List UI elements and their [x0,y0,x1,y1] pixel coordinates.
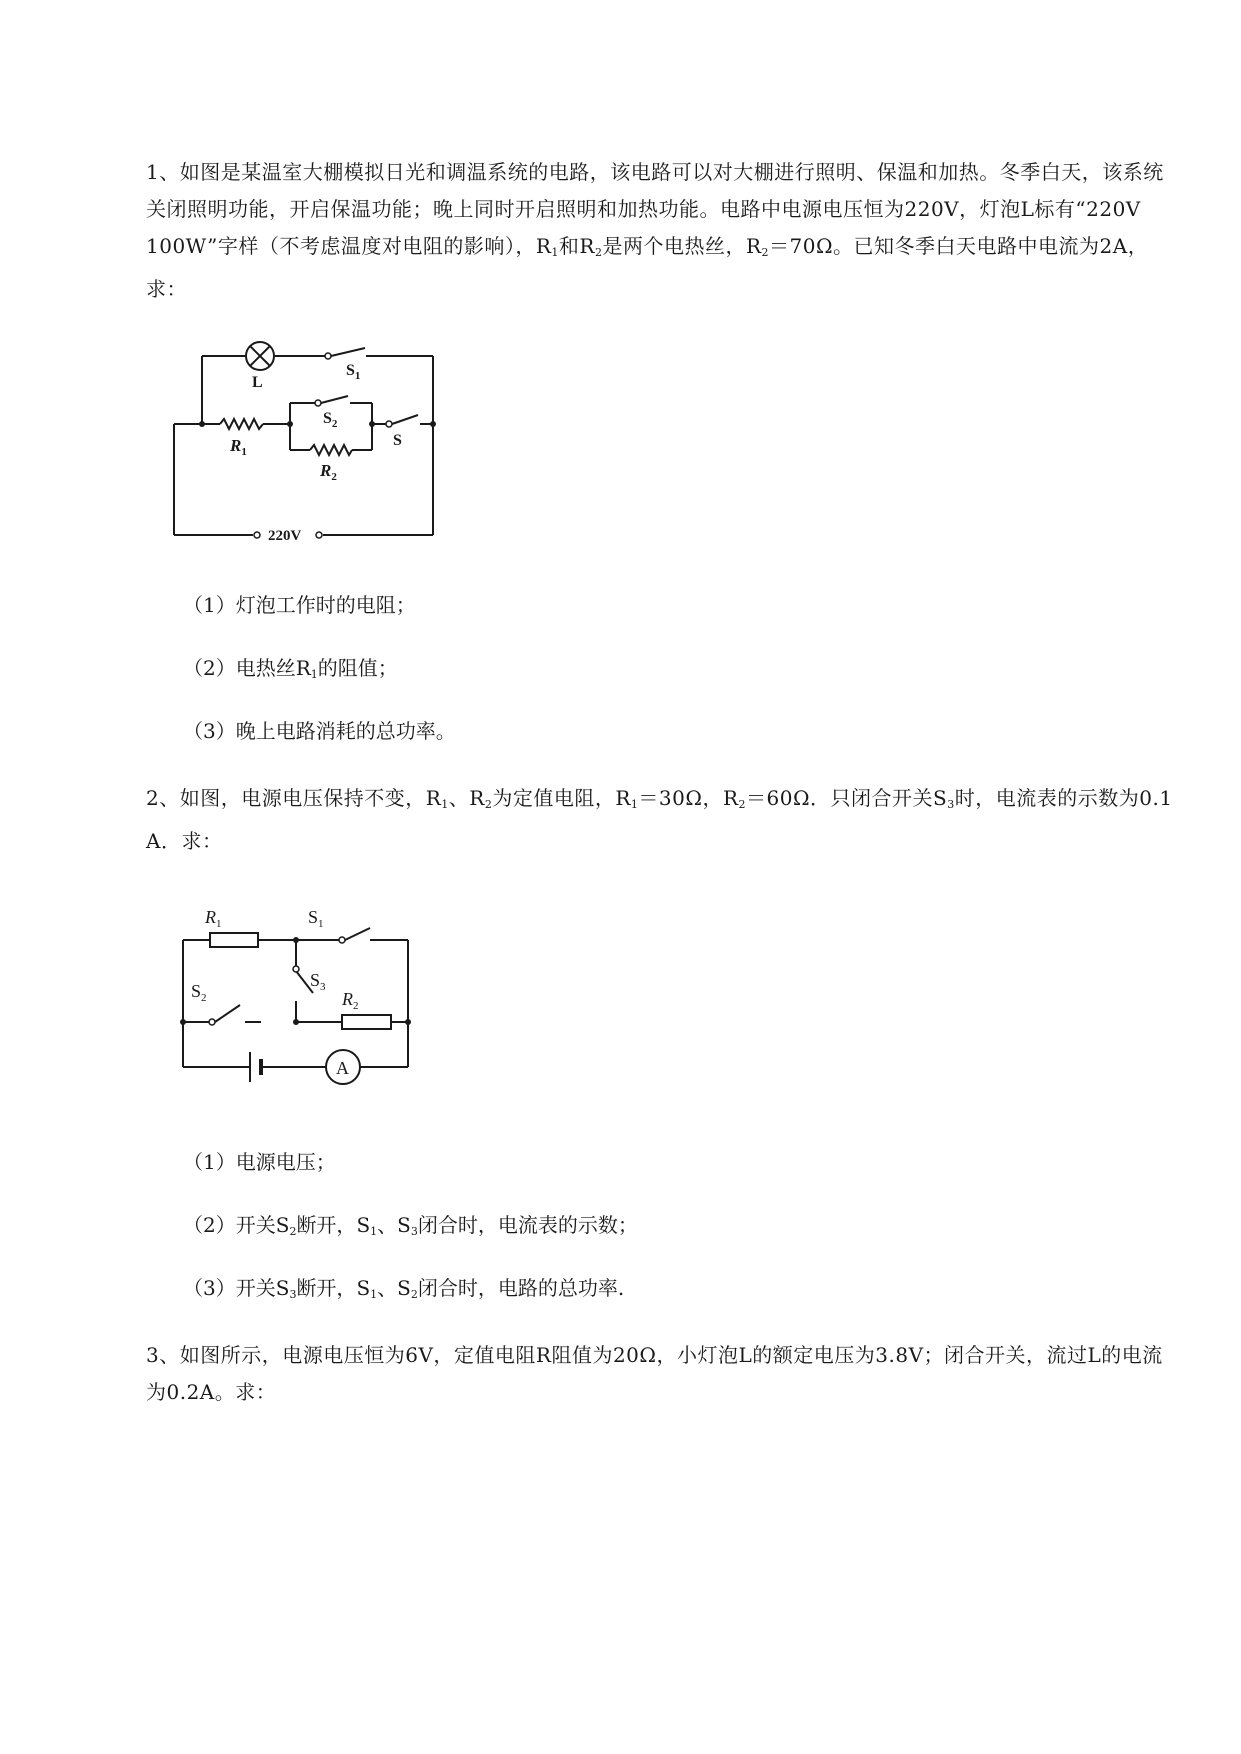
resistor-r1-label: $R_1$ [230,436,247,458]
s1-label: $S_1$ [308,907,324,930]
q1-sub-3: （3）晚上电路消耗的总功率。 [183,719,456,743]
switch-s2-label: $S_2$ [323,410,338,430]
ammeter-label: A [336,1058,349,1078]
q1-sub-1: （1）灯泡工作时的电阻； [183,593,416,617]
circuit-diagram-2 [165,895,425,1095]
s3-label: $S_3$ [310,970,326,993]
q1-sub-2: （2）电热丝$R_1$的阻值； [183,656,398,681]
resistor-r2-label: $R_2$ [320,461,337,483]
voltage-label: 220V [268,528,302,544]
question-2-text: 2、如图，电源电压保持不变，$R_1$、$R_2$为定值电阻，$R_1=30\Omega$，$R_2=60\Omega$．只闭合开关$S_3$时，电流表的示数为0.1 A．求： [146,786,1173,853]
question-3-text: 3、如图所示，电源电压恒为6V，定值电阻R阻值为20Ω，小灯泡L的额定电压为3.8V；闭合开关，流过L的电流为0.2A。求： [146,1343,1163,1404]
r1-label: $R_1$ [205,907,222,930]
question-1-text: 1、如图是某温室大棚模拟日光和调温系统的电路，该电路可以对大棚进行照明、保温和加热。冬季白天，该系统关闭照明功能，开启保温功能；晚上同时开启照明和加热功能。电路中电源电压恒为220V，灯泡L标有“220V 100W”字样（不考虑温度对电阻的影响），$R_1$和$R_2$是两个电热丝，$R_2=70\Omega$。已知冬季白天电路中电流为2A，求： [146,160,1164,301]
switch-s1-label: $S_1$ [346,362,361,382]
lamp-label: L [252,374,263,391]
q2-sub-2: （2）开关$S_2$断开，$S_1$、$S_3$闭合时，电流表的示数； [183,1213,638,1238]
switch-s-label: S [393,432,402,449]
q2-sub-3: （3）开关$S_3$断开，$S_1$、$S_2$闭合时，电路的总功率. [183,1276,625,1301]
r2-label: $R_2$ [342,989,359,1012]
circuit-diagram-1 [160,330,460,555]
s2-label: $S_2$ [191,981,207,1004]
q2-sub-1: （1）电源电压； [183,1150,336,1174]
